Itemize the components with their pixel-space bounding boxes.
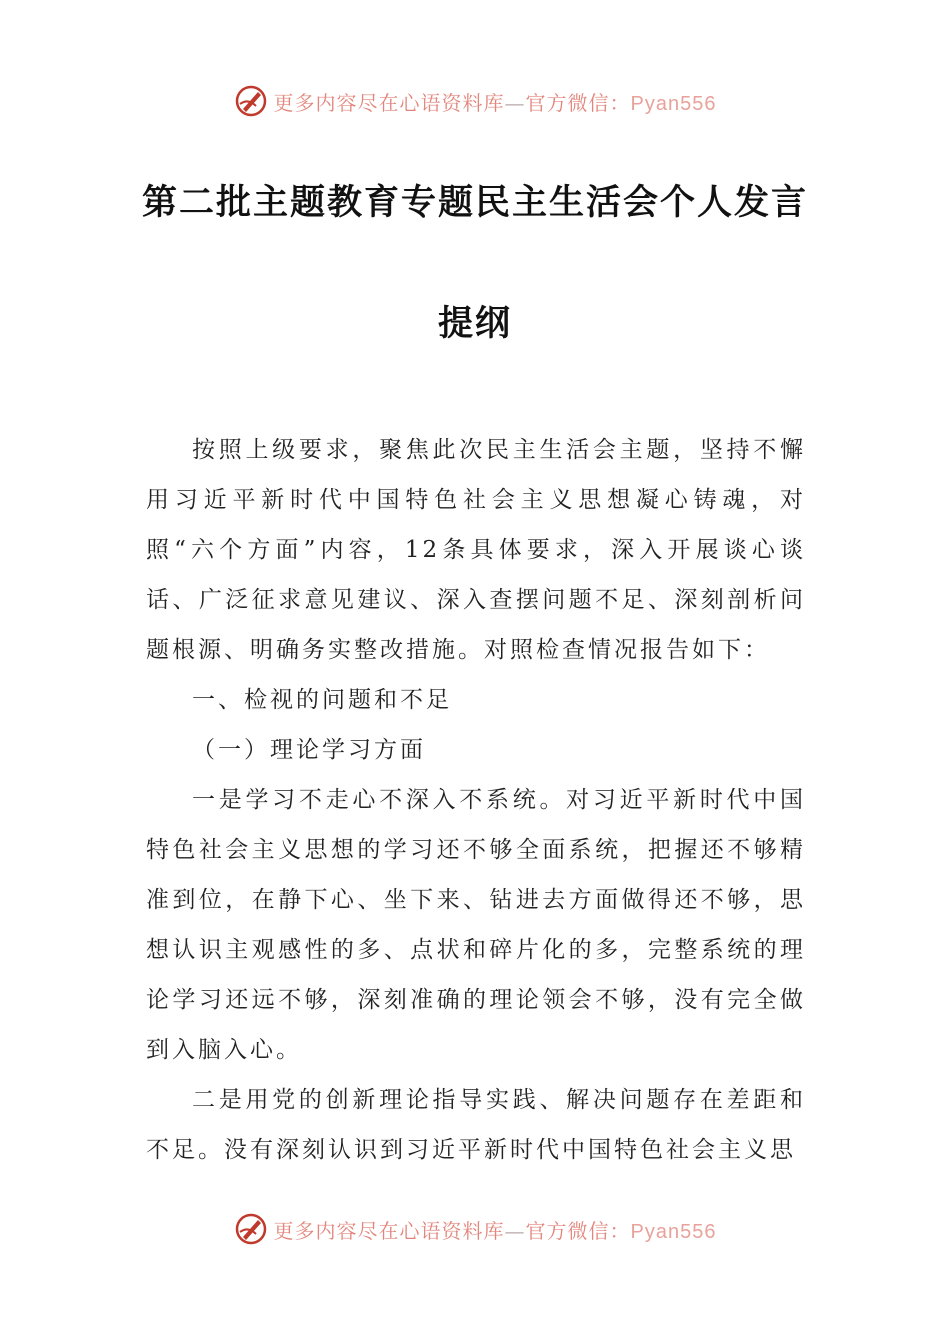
watermark-site-text: 更多内容尽在心语资料库 (273, 90, 505, 115)
watermark-handle: Pyan556 (630, 92, 717, 115)
document-body (146, 425, 806, 1175)
watermark-handle: Pyan556 (630, 1220, 717, 1243)
pen-logo-icon (234, 84, 268, 118)
paragraph-intro: 按照上级要求，聚焦此次民主生活会主题，坚持不懈用习近平新时代中国特色社会主义思想凝心铸魂，对照“六个方面”内容，12条具体要求，深入开展谈心谈话、广泛征求意见建议、深入查摆问题不足、深刻剖析问题根源、明确务实整改措施。对照检查情况报告如下： (146, 437, 806, 663)
header-watermark (0, 84, 950, 118)
subsection-heading: （一）理论学习方面 (192, 737, 426, 763)
watermark-site-text: 更多内容尽在心语资料库 (273, 1218, 505, 1243)
document-title-line-2: 提纲 (437, 304, 512, 344)
watermark-text (274, 87, 717, 116)
section-heading: 一、检视的问题和不足 (192, 687, 452, 713)
document-title-line-1: 第二批主题教育专题民主生活会个人发言 (141, 183, 808, 223)
footer-watermark (0, 1212, 950, 1246)
watermark-separator: — (504, 90, 526, 115)
watermark-wechat-label: 官方微信： (525, 1218, 631, 1243)
paragraph-point-2: 二是用党的创新理论指导实践、解决问题存在差距和不足。没有深刻认识到习近平新时代中国特色社会主义思 (146, 1087, 806, 1163)
pen-logo-icon (234, 1212, 268, 1246)
watermark-separator: — (504, 1218, 526, 1243)
paragraph-point-1: 一是学习不走心不深入不系统。对习近平新时代中国特色社会主义思想的学习还不够全面系统，把握还不够精准到位，在静下心、坐下来、钻进去方面做得还不够，思想认识主观感性的多、点状和碎片化的多，完整系统的理论学习还远不够，深刻准确的理论领会不够，没有完全做到入脑入心。 (146, 787, 806, 1063)
watermark-text (274, 1215, 717, 1244)
watermark-wechat-label: 官方微信： (525, 90, 631, 115)
